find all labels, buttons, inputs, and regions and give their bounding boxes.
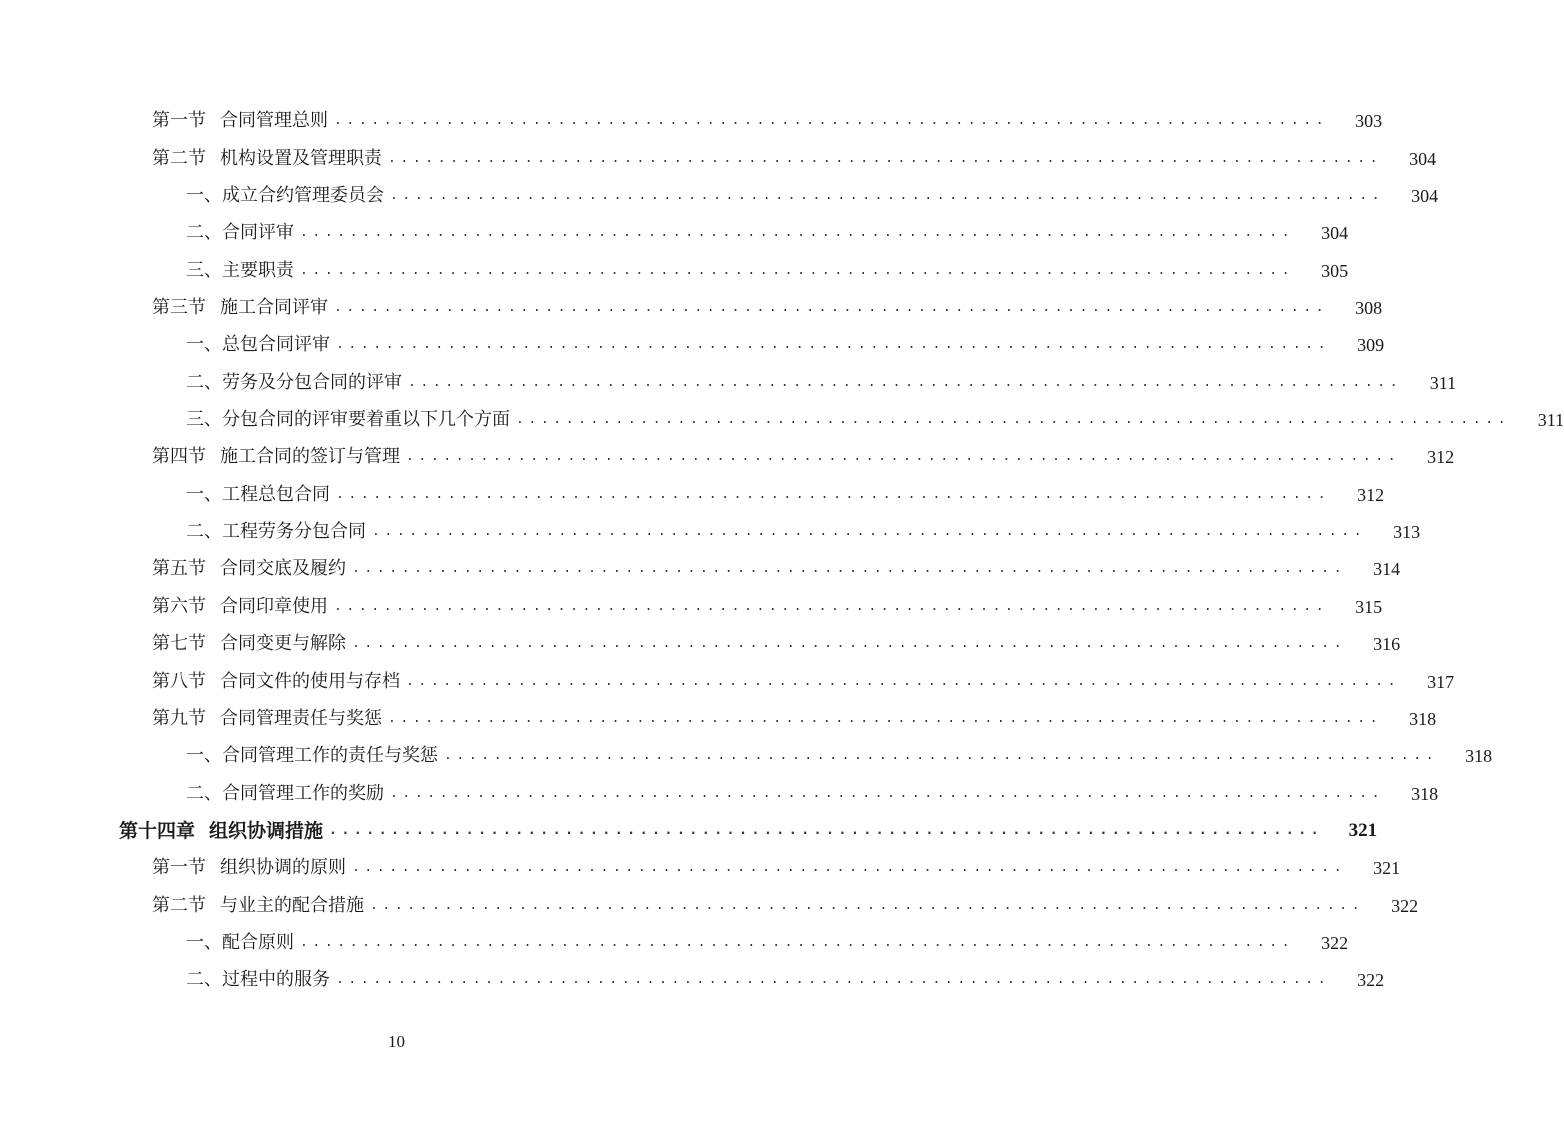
toc-section-entry[interactable] (0, 137, 1437, 174)
toc-entry-title: 施工合同的签订与管理 (220, 446, 400, 468)
dot-leader: ................................................................................ (516, 412, 1511, 428)
toc-entry-page: 315 (1355, 596, 1383, 617)
toc-entry-title: 工程劳务分包合同 (222, 521, 366, 543)
toc-chapter-entry[interactable] (0, 810, 1378, 847)
toc-entry-page: 305 (1321, 260, 1349, 281)
dot-leader: ................................................................................ (300, 225, 1295, 241)
toc-entry-page: 313 (1393, 522, 1421, 543)
dot-leader: ................................................................................ (390, 188, 1385, 204)
toc-section-entry[interactable] (0, 548, 1401, 585)
toc-entry-label: 第八节 (152, 670, 206, 692)
toc-entry-page: 322 (1321, 932, 1349, 953)
dot-leader: ................................................................................ (352, 561, 1347, 577)
toc-entry-title: 配合原则 (222, 931, 294, 953)
toc-entry-label: 二、 (186, 521, 222, 543)
toc-entry-label: 第四节 (152, 446, 206, 468)
dot-leader: ................................................................................ (300, 934, 1295, 950)
toc-entry-label: 一、 (186, 185, 222, 207)
toc-entry-title: 与业主的配合措施 (220, 894, 364, 916)
toc-entry-page: 304 (1411, 186, 1439, 207)
toc-entry-page: 304 (1321, 223, 1349, 244)
page-number: 10 (388, 1032, 405, 1051)
toc-entry-label: 二、 (186, 782, 222, 804)
toc-entry-title: 主要职责 (222, 259, 294, 281)
dot-leader: ................................................................................ (388, 710, 1383, 726)
toc-section-entry[interactable] (0, 698, 1437, 735)
toc-subsection-entry[interactable] (0, 511, 1421, 548)
toc-entry-label: 第五节 (152, 558, 206, 580)
toc-entry-page: 321 (1348, 819, 1378, 841)
toc-entry-title: 合同管理工作的责任与奖惩 (222, 745, 438, 767)
toc-entry-page: 318 (1465, 746, 1493, 767)
dot-leader: ................................................................................ (336, 486, 1331, 502)
toc-section-entry[interactable] (0, 847, 1401, 884)
dot-leader: ................................................................................ (388, 150, 1383, 166)
dot-leader: ................................................................................ (334, 598, 1329, 614)
toc-entry-page: 309 (1357, 335, 1385, 356)
toc-section-entry[interactable] (0, 884, 1419, 921)
toc-entry-title: 合同文件的使用与存档 (220, 670, 400, 692)
toc-entry-label: 一、 (186, 745, 222, 767)
toc-entry-page: 312 (1357, 484, 1385, 505)
toc-entry-label: 一、 (186, 334, 222, 356)
toc-entry-page: 318 (1411, 783, 1439, 804)
toc-entry-page: 311 (1429, 372, 1457, 393)
dot-leader: ................................................................................ (406, 673, 1401, 689)
toc-entry-title: 劳务及分包合同的评审 (222, 371, 402, 393)
dot-leader: ................................................................................ (372, 524, 1367, 540)
toc-entry-title: 合同评审 (222, 222, 294, 244)
toc-entry-label: 第三节 (152, 297, 206, 319)
toc-entry-label: 第一节 (152, 857, 206, 879)
toc-section-entry[interactable] (0, 100, 1383, 137)
toc-subsection-entry[interactable] (0, 249, 1349, 286)
toc-entry-title: 合同印章使用 (220, 595, 328, 617)
toc-entry-page: 308 (1355, 298, 1383, 319)
toc-entry-page: 322 (1391, 895, 1419, 916)
toc-entry-title: 机构设置及管理职责 (220, 147, 382, 169)
dot-leader: ................................................................................ (444, 748, 1439, 764)
toc-entry-title: 工程总包合同 (222, 483, 330, 505)
table-of-contents (0, 100, 1564, 996)
toc-entry-label: 二、 (186, 969, 222, 991)
toc-entry-label: 第一节 (152, 110, 206, 132)
dot-leader: ................................................................................ (336, 337, 1331, 353)
toc-section-entry[interactable] (0, 585, 1383, 622)
toc-subsection-entry[interactable] (0, 922, 1349, 959)
toc-entry-label: 第九节 (152, 707, 206, 729)
toc-entry-label: 第七节 (152, 633, 206, 655)
dot-leader: ................................................................................ (334, 300, 1329, 316)
toc-entry-label: 第二节 (152, 147, 206, 169)
toc-entry-title: 组织协调措施 (209, 819, 324, 842)
toc-section-entry[interactable] (0, 623, 1401, 660)
toc-entry-title: 总包合同评审 (222, 334, 330, 356)
dot-leader: ................................................................................ (329, 822, 1324, 838)
dot-leader: ................................................................................ (390, 785, 1385, 801)
toc-subsection-entry[interactable] (0, 735, 1493, 772)
toc-entry-label: 一、 (186, 931, 222, 953)
toc-subsection-entry[interactable] (0, 399, 1564, 436)
toc-entry-title: 合同管理责任与奖惩 (220, 707, 382, 729)
toc-subsection-entry[interactable] (0, 175, 1439, 212)
dot-leader: ................................................................................ (334, 113, 1329, 129)
toc-entry-page: 311 (1537, 410, 1564, 431)
toc-entry-title: 合同交底及履约 (220, 558, 346, 580)
toc-entry-label: 一、 (186, 483, 222, 505)
toc-subsection-entry[interactable] (0, 772, 1439, 809)
toc-section-entry[interactable] (0, 287, 1383, 324)
toc-entry-label: 第十四章 (119, 819, 196, 842)
toc-entry-page: 322 (1357, 970, 1385, 991)
toc-entry-page: 312 (1427, 447, 1455, 468)
dot-leader: ................................................................................ (300, 262, 1295, 278)
toc-entry-page: 304 (1409, 148, 1437, 169)
toc-entry-title: 分包合同的评审要着重以下几个方面 (222, 409, 510, 431)
toc-entry-title: 成立合约管理委员会 (222, 185, 384, 207)
toc-subsection-entry[interactable] (0, 212, 1349, 249)
toc-entry-title: 施工合同评审 (220, 297, 328, 319)
dot-leader: ................................................................................ (408, 374, 1403, 390)
toc-section-entry[interactable] (0, 436, 1455, 473)
toc-entry-label: 第六节 (152, 595, 206, 617)
toc-entry-page: 316 (1373, 634, 1401, 655)
dot-leader: ................................................................................ (352, 636, 1347, 652)
dot-leader: ................................................................................ (336, 972, 1331, 988)
toc-subsection-entry[interactable] (0, 959, 1385, 996)
toc-entry-title: 合同变更与解除 (220, 633, 346, 655)
dot-leader: ................................................................................ (352, 860, 1347, 876)
toc-entry-label: 三、 (186, 259, 222, 281)
dot-leader: ................................................................................ (406, 449, 1401, 465)
toc-entry-label: 二、 (186, 222, 222, 244)
toc-entry-title: 组织协调的原则 (220, 857, 346, 879)
toc-entry-label: 第二节 (152, 894, 206, 916)
toc-entry-label: 二、 (186, 371, 222, 393)
toc-entry-page: 318 (1409, 708, 1437, 729)
toc-entry-page: 303 (1355, 111, 1383, 132)
toc-subsection-entry[interactable] (0, 324, 1385, 361)
toc-subsection-entry[interactable] (0, 473, 1385, 510)
toc-entry-label: 三、 (186, 409, 222, 431)
toc-subsection-entry[interactable] (0, 361, 1457, 398)
toc-entry-title: 合同管理总则 (220, 110, 328, 132)
toc-section-entry[interactable] (0, 660, 1455, 697)
toc-entry-page: 314 (1373, 559, 1401, 580)
toc-entry-page: 321 (1373, 858, 1401, 879)
toc-entry-title: 合同管理工作的奖励 (222, 782, 384, 804)
toc-entry-title: 过程中的服务 (222, 969, 330, 991)
dot-leader: ................................................................................ (370, 897, 1365, 913)
toc-entry-page: 317 (1427, 671, 1455, 692)
